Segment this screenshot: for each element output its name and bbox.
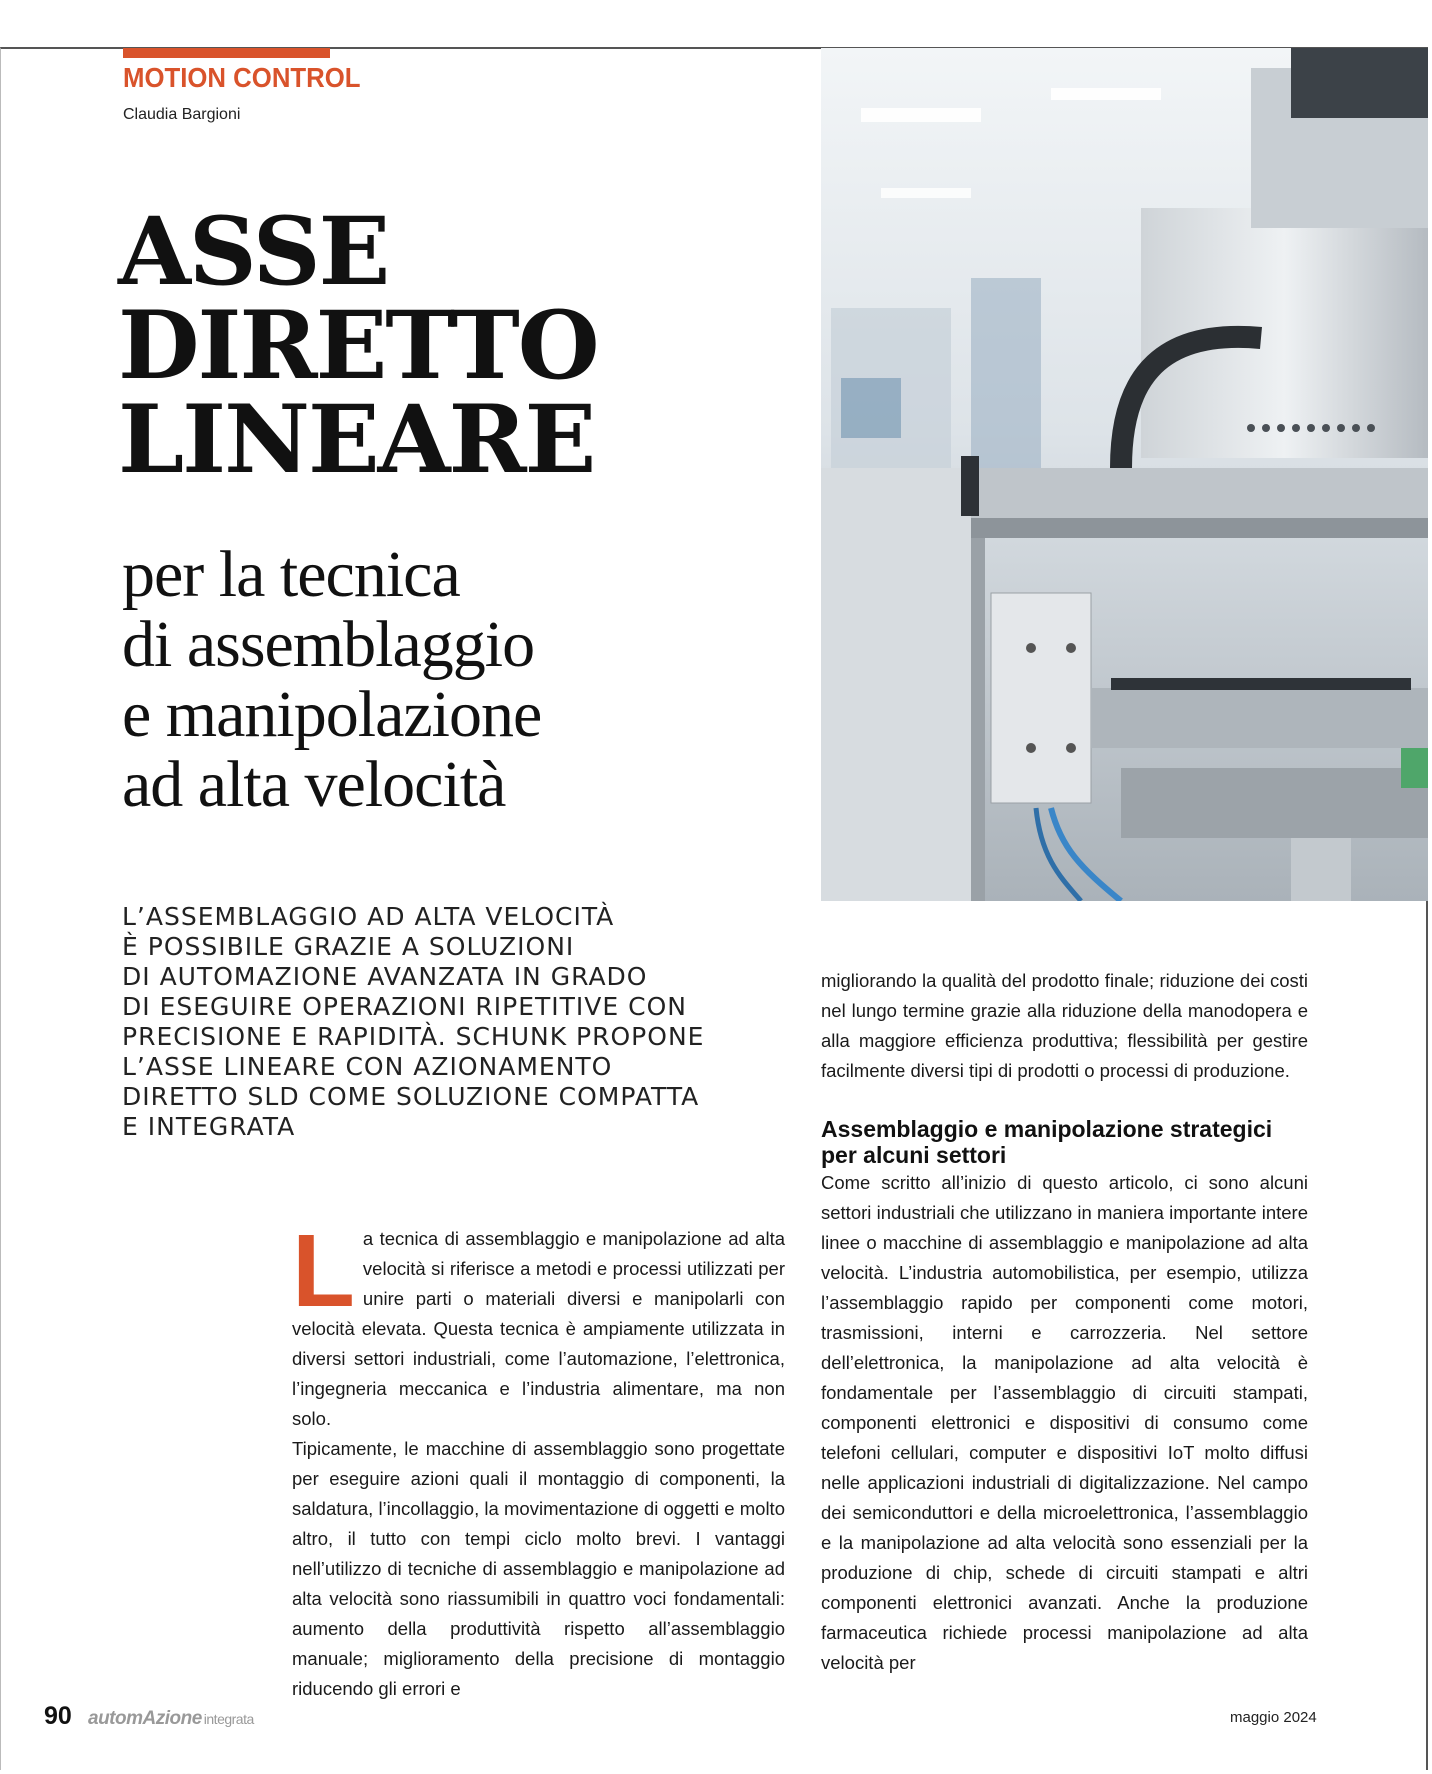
drop-cap: L — [292, 1213, 355, 1328]
article-column-right — [821, 966, 1308, 1678]
machine-photo-illustration — [821, 48, 1428, 901]
section-label: MOTION CONTROL — [123, 62, 361, 93]
headline — [118, 197, 598, 495]
page-number: 90 — [44, 1702, 72, 1730]
issue-date: maggio 2024 — [1230, 1709, 1317, 1726]
intro-line: L’ASSEMBLAGGIO AD ALTA VELOCITÀ — [122, 902, 615, 931]
paragraph-4: Come scritto all’inizio di questo articolo, ci sono alcuni settori industriali che utilizzano in maniera importante intere linee o macchine di assemblaggio e manipolazione ad alta velocità. L’industria automobilistica, per esempio, utilizza l’assemblaggio rapido per componenti come motori, trasmissioni, interni e carrozzeria. Nel settore dell’elettronica, la manipolazione ad alta velocità è fondamentale per l’assemblaggio di circuiti stampati, componenti elettronici e dispositivi di consumo come telefoni cellulari, computer e dispositivi IoT molto diffusi nelle applicazioni industriali di digitalizzazione. Nel campo dei semiconduttori e della microelettronica, l’assemblaggio e la manipolazione ad alta velocità sono essenziali per la produzione di chip, schede di circuiti stampati e altri componenti elettronici avanzati. Anche la produzione farmaceutica richiede processi manipolazione ad alta velocità per — [821, 1172, 1308, 1673]
headline-line-3: LINEARE — [118, 385, 595, 495]
paragraph-1 — [292, 1213, 785, 1434]
subheadline — [122, 540, 541, 820]
section-accent-bar — [123, 48, 330, 58]
headline-line-2: DIRETTO — [118, 291, 598, 401]
paragraph-2: Tipicamente, le macchine di assemblaggio sono progettate per eseguire azioni quali il montaggio di componenti, la saldatura, l’incollaggio, la movimentazione di oggetti e molto altro, il tutto con tempi ciclo molto brevi. I vantaggi nell’utilizzo di tecniche di assemblaggio e manipolazione ad alta velocità sono riassumibili in quattro voci fondamentali: aumento della produttività rispetto all’assemblaggio manuale; miglioramento della precisione di montaggio riducendo gli errori e — [292, 1438, 785, 1699]
intro-line: DIRETTO SLD COME SOLUZIONE COMPATTA — [122, 1082, 700, 1111]
subheadline-line-3: e manipolazione — [122, 678, 542, 751]
headline-line-1: ASSE — [118, 197, 389, 307]
logo-main: automAzione — [88, 1708, 202, 1729]
machine-photo — [821, 48, 1428, 901]
intro-line: E INTEGRATA — [122, 1112, 296, 1141]
intro-line: È POSSIBILE GRAZIE A SOLUZIONI — [122, 932, 575, 961]
intro-line: DI ESEGUIRE OPERAZIONI RIPETITIVE CON — [122, 992, 687, 1021]
logo-sub: integrata — [203, 1711, 254, 1727]
paragraph-1-text: a tecnica di assemblaggio e manipolazione ad alta velocità si riferisce a metodi e processi utilizzati per unire parti o materiali diversi e manipolarli con velocità elevata. Questa tecnica è ampiamente utilizzata in diversi settori industriali, come l’automazione, l’elettronica, l’ingegneria meccanica e l’industria alimentare, ma non solo. — [292, 1228, 785, 1429]
magazine-logo — [88, 1708, 254, 1730]
intro-line: PRECISIONE E RAPIDITÀ. SCHUNK PROPONE — [122, 1022, 705, 1051]
subheadline-line-4: ad alta velocità — [122, 748, 506, 821]
section-subheading: Assemblaggio e manipolazione strategici per alcuni settori — [821, 1116, 1273, 1168]
author-name: Claudia Bargioni — [123, 106, 241, 123]
intro-line: DI AUTOMAZIONE AVANZATA IN GRADO — [122, 962, 648, 991]
intro-line: L’ASSE LINEARE CON AZIONAMENTO — [122, 1052, 613, 1081]
paragraph-3: migliorando la qualità del prodotto finale; riduzione dei costi nel lungo termine grazie alla riduzione della manodopera e alla maggiore efficienza produttiva; flessibilità per gestire facilmente diversi tipi di prodotti o processi di produzione. — [821, 970, 1308, 1081]
subheadline-line-2: di assemblaggio — [122, 608, 535, 681]
article-column-left — [292, 1213, 785, 1704]
intro-standfirst — [122, 902, 704, 1142]
subheadline-line-1: per la tecnica — [122, 538, 460, 611]
